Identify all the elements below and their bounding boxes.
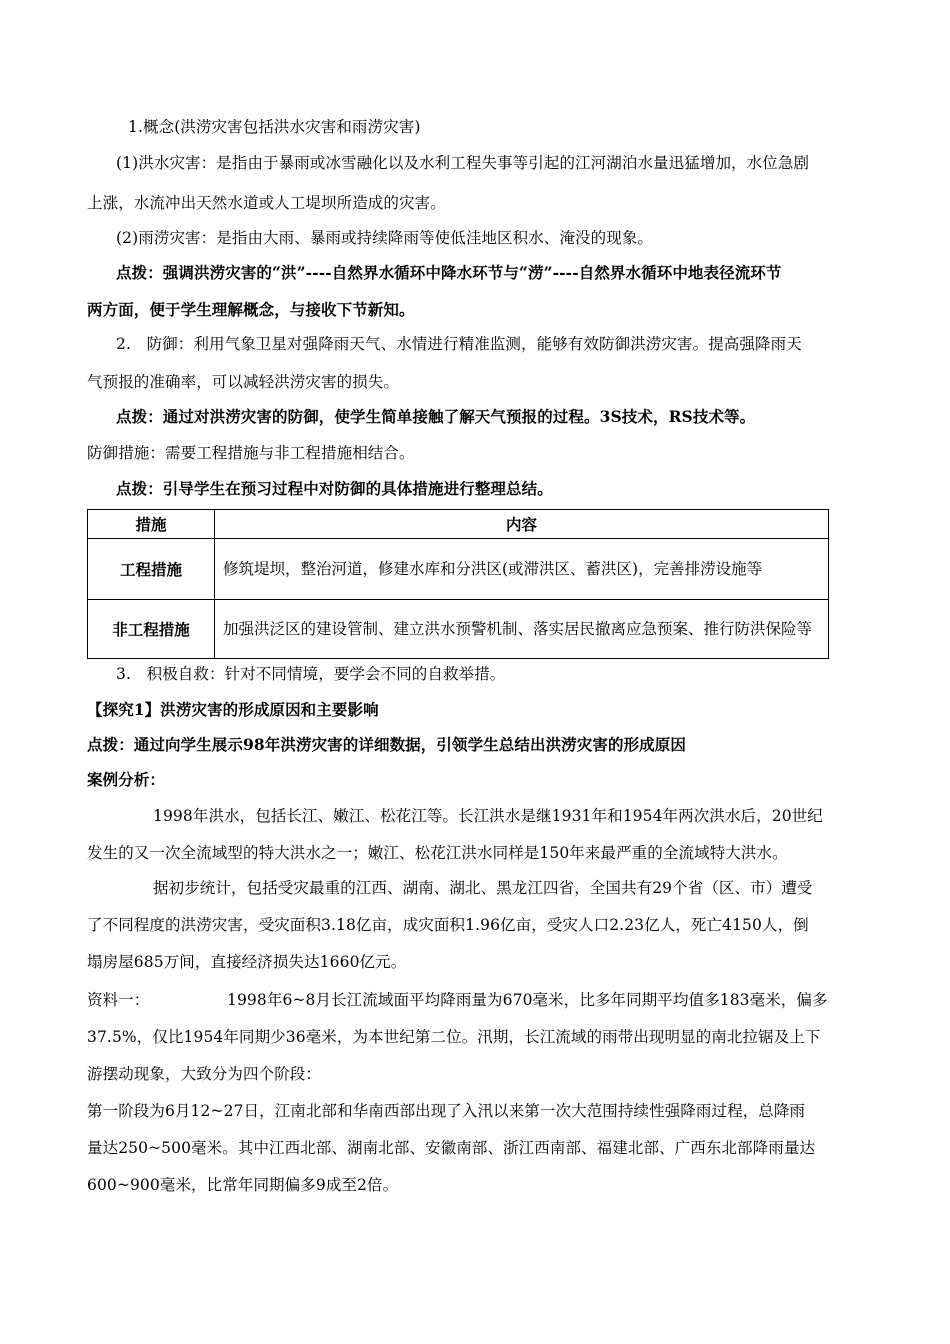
material-1-line-1: 1998年6~8月长江流域面平均降雨量为670毫米，比多年同期平均值多183毫米，偏多: [227, 991, 828, 1009]
case-para-1-line-2: 发生的又一次全流域型的特大洪水之一；嫩江、松花江洪水同样是150年来最严重的全流域特大洪水。: [87, 844, 788, 862]
case-para-2-line-1: 据初步统计，包括受灾最重的江西、湖南、湖北、黑龙江四省，全国共有29个省（区、市）遭受: [153, 879, 813, 897]
flood-definition-line-1: (1)洪水灾害：是指由于暴雨或冰雪融化以及水利工程失事等引起的江河湖泊水量迅猛增加，水位急剧: [116, 154, 810, 172]
table-header-content: 内容: [215, 510, 829, 539]
defense-line-2: 气预报的准确率，可以减轻洪涝灾害的损失。: [87, 373, 400, 391]
table-cell-name: 非工程措施: [88, 600, 215, 659]
tip-2: 点拨：通过对洪涝灾害的防御，使学生简单接触了解天气预报的过程。3S技术，RS技术等。: [116, 407, 756, 426]
stage-1-line-3: 600~900毫米，比常年同期偏多9成至2倍。: [87, 1176, 399, 1194]
measures-table: [87, 509, 829, 659]
material-1-line-2: 37.5%，仅比1954年同期少36毫米，为本世纪第二位。汛期，长江流域的雨带出现明显的南北拉锯及上下: [87, 1028, 821, 1046]
tip-1-line-2: 两方面，便于学生理解概念，与接收下节新知。: [87, 300, 415, 319]
stage-1-line-1: 第一阶段为6月12~27日，江南北部和华南西部出现了入汛以来第一次大范围持续性强降雨过程，总降雨: [87, 1102, 806, 1120]
table-row: [88, 600, 829, 659]
stage-1-line-2: 量达250~500毫米。其中江西北部、湖南北部、安徽南部、浙江西南部、福建北部、广西东北部降雨量达: [87, 1139, 816, 1157]
tip-1-line-1: 点拨：强调洪涝灾害的“洪”----自然界水循环中降水环节与“涝”----自然界水循环中地表径流环节: [116, 263, 782, 282]
material-1-line-3: 游摆动现象，大致分为四个阶段：: [87, 1065, 322, 1083]
table-row: [88, 539, 829, 600]
table-cell-content: 修筑堤坝，整治河道，修建水库和分洪区(或滞洪区、蓄洪区)，完善排涝设施等: [215, 539, 829, 600]
waterlogging-definition: (2)雨涝灾害：是指由大雨、暴雨或持续降雨等使低洼地区积水、淹没的现象。: [116, 229, 654, 247]
case-para-2-line-2: 了不同程度的洪涝灾害，受灾面积3.18亿亩，成灾面积1.96亿亩，受灾人口2.23亿人，死亡4150人，倒: [87, 916, 809, 934]
case-para-1-line-1: 1998年洪水，包括长江、嫩江、松花江等。长江洪水是继1931年和1954年两次洪水后，20世纪: [153, 807, 823, 825]
tip-4: 点拨：通过向学生展示98年洪涝灾害的详细数据，引领学生总结出洪涝灾害的形成原因: [87, 735, 686, 754]
table-cell-name: 工程措施: [88, 539, 215, 600]
concept-heading: 1.概念(洪涝灾害包括洪水灾害和雨涝灾害): [128, 118, 421, 136]
case-para-2-line-3: 塌房屋685万间，直接经济损失达1660亿元。: [87, 953, 407, 971]
defense-measures: 防御措施：需要工程措施与非工程措施相结合。: [87, 444, 415, 462]
self-rescue: 3. 积极自救：针对不同情境，要学会不同的自救举措。: [116, 665, 506, 683]
flood-definition-line-2: 上涨，水流冲出天然水道或人工堤坝所造成的灾害。: [87, 194, 446, 212]
defense-line-1: 2. 防御：利用气象卫星对强降雨天气、水情进行精准监测，能够有效防御洪涝灾害。提高强降雨天: [116, 335, 802, 353]
table-header-measure: 措施: [88, 510, 215, 539]
table-cell-content: 加强洪泛区的建设管制、建立洪水预警机制、落实居民撤离应急预案、推行防洪保险等: [215, 600, 829, 659]
inquiry-1-heading: 【探究1】洪涝灾害的形成原因和主要影响: [87, 700, 379, 719]
tip-3: 点拨：引导学生在预习过程中对防御的具体措施进行整理总结。: [116, 479, 553, 498]
material-1-label: 资料一：: [87, 991, 150, 1009]
case-analysis-label: 案例分析：: [87, 770, 166, 789]
